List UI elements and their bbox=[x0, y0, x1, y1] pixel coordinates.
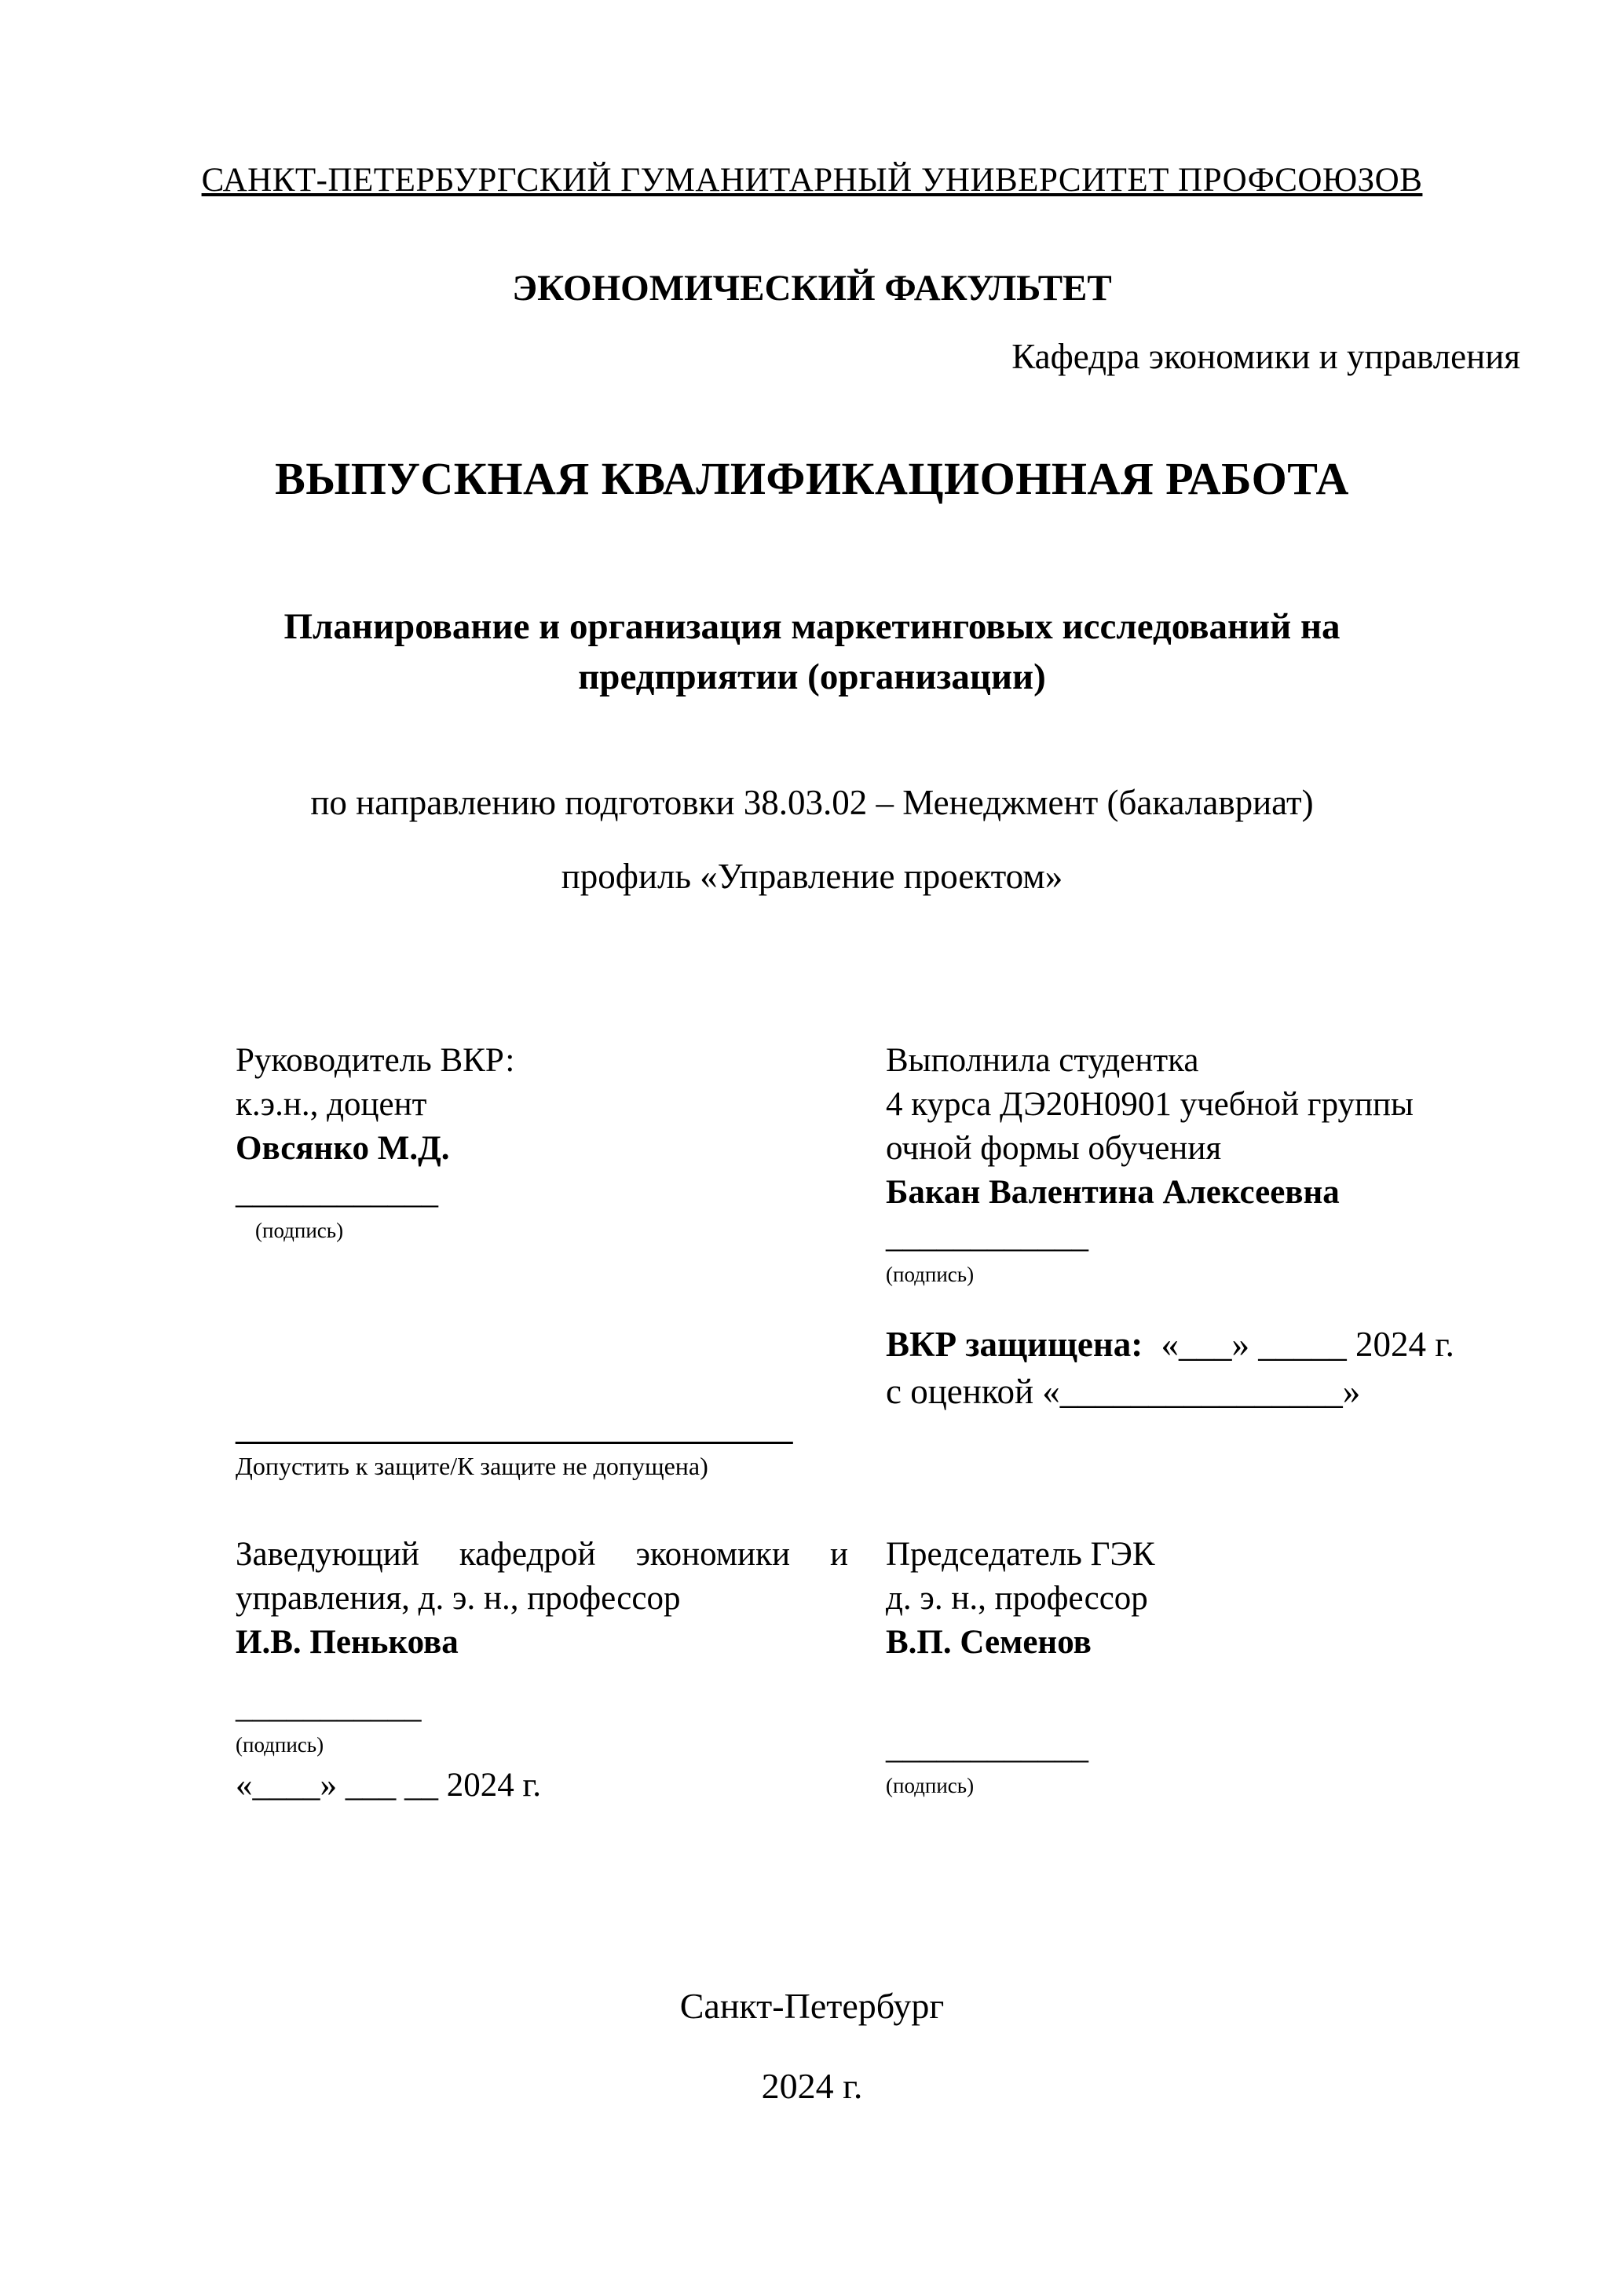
gek-chair-signature-caption: (подпись) bbox=[886, 1774, 975, 1797]
admission-block bbox=[236, 1409, 880, 1483]
supervisor-label: Руководитель ВКР: bbox=[236, 1042, 515, 1079]
defense-date-row bbox=[886, 1321, 1608, 1368]
department-head-date-line: «____» ___ __ 2024 г. bbox=[236, 1767, 542, 1804]
department-head-block bbox=[236, 1533, 848, 1808]
supervisor-name: Овсянко М.Д. bbox=[236, 1130, 450, 1167]
footer-year: 2024 г. bbox=[761, 2066, 863, 2106]
profile-line: профиль «Управление проектом» bbox=[561, 857, 1063, 896]
student-block bbox=[886, 1039, 1577, 1290]
admission-signature-line: _________________________________ bbox=[236, 1410, 793, 1447]
gek-chair-block bbox=[886, 1533, 1483, 1801]
department-name: Кафедра экономики и управления bbox=[1011, 337, 1520, 376]
student-performed-by: Выполнила студентка bbox=[886, 1042, 1199, 1079]
footer-city: Санкт-Петербург bbox=[679, 1986, 945, 2026]
department-head-signature-line: ___________ bbox=[236, 1688, 422, 1725]
defense-date-line: «___» _____ 2024 г. bbox=[1161, 1325, 1454, 1364]
university-name: САНКТ-ПЕТЕРБУРГСКИЙ ГУМАНИТАРНЫЙ УНИВЕРСИТЕТ ПРОФСОЮЗОВ bbox=[201, 162, 1423, 199]
admission-caption: Допустить к защите/К защите не допущена) bbox=[236, 1452, 708, 1480]
department-head-signature-caption: (подпись) bbox=[236, 1733, 324, 1757]
defense-grade-line: с оценкой «________________» bbox=[886, 1372, 1361, 1411]
program-line: по направлению подготовки 38.03.02 – Менеджмент (бакалавриат) bbox=[310, 783, 1314, 822]
student-name: Бакан Валентина Алексеевна bbox=[886, 1174, 1340, 1211]
supervisor-degree: к.э.н., доцент bbox=[236, 1086, 427, 1123]
student-signature-caption: (подпись) bbox=[886, 1263, 975, 1286]
defense-block bbox=[886, 1321, 1608, 1415]
faculty-name: ЭКОНОМИЧЕСКИЙ ФАКУЛЬТЕТ bbox=[512, 268, 1112, 309]
student-signature-line: ____________ bbox=[886, 1218, 1088, 1255]
gek-chair-name: В.П. Семенов bbox=[886, 1624, 1092, 1661]
gek-chair-signature-line: ____________ bbox=[886, 1729, 1088, 1766]
gek-chair-position-line1: Председатель ГЭК bbox=[886, 1536, 1155, 1573]
work-type-heading: ВЫПУСКНАЯ КВАЛИФИКАЦИОННАЯ РАБОТА bbox=[275, 453, 1349, 504]
department-head-name: И.В. Пенькова bbox=[236, 1624, 459, 1661]
supervisor-signature-caption: (подпись) bbox=[255, 1219, 344, 1242]
supervisor-signature-line: ____________ bbox=[236, 1174, 438, 1211]
department-head-position: Заведующий кафедрой экономики и управления, д. э. н., профессор bbox=[236, 1536, 848, 1617]
student-study-form: очной формы обучения bbox=[886, 1130, 1222, 1167]
defense-label: ВКР защищена: bbox=[886, 1325, 1143, 1364]
thesis-title: Планирование и организация маркетинговых исследований на предприятии (организации) bbox=[283, 606, 1341, 697]
student-group: 4 курса ДЭ20Н0901 учебной группы bbox=[886, 1086, 1414, 1123]
supervisor-block bbox=[236, 1039, 864, 1246]
gek-chair-position-line2: д. э. н., профессор bbox=[886, 1580, 1148, 1617]
